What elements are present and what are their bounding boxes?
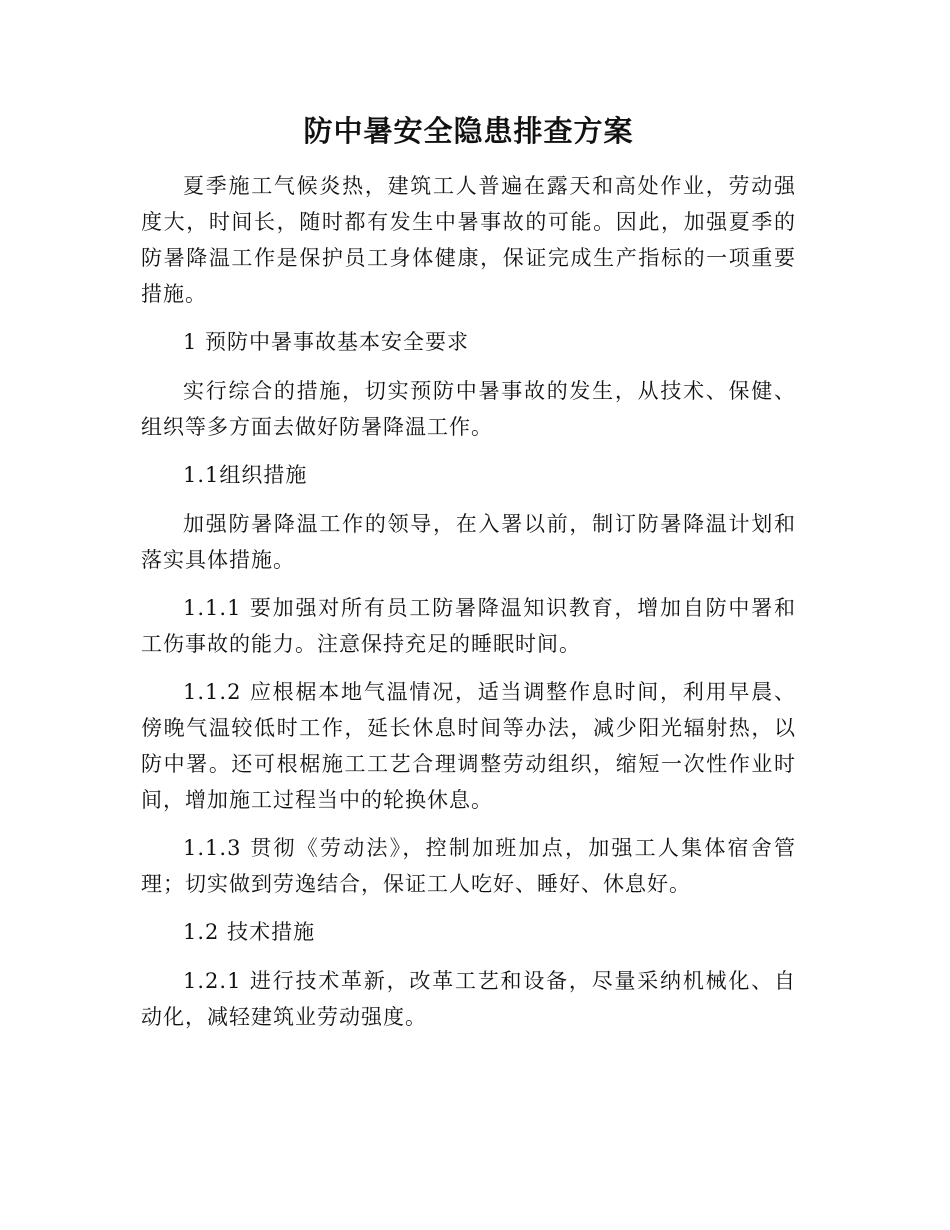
section-heading-1-1: 1.1组织措施 <box>183 463 308 487</box>
item-1-1-1: 1.1.1 要加强对所有员工防暑降温知识教育，增加自防中署和工伤事故的能力。注意保持充足的睡眠时间。 <box>141 596 796 656</box>
section-heading-1: 1 预防中暑事故基本安全要求 <box>183 330 470 354</box>
document-title: 防中暑安全隐患排查方案 <box>303 114 634 148</box>
item-1-1-3: 1.1.3 贯彻《劳动法》，控制加班加点，加强工人集体宿舍管理；切实做到劳逸结合，保证工人吃好、睡好、休息好。 <box>141 836 796 896</box>
intro-paragraph: 夏季施工气候炎热，建筑工人普遍在露天和高处作业，劳动强度大，时间长，随时都有发生中暑事故的可能。因此，加强夏季的防暑降温工作是保护员工身体健康，保证完成生产指标的一项重要措施。 <box>141 174 796 306</box>
section-heading-1-2: 1.2 技术措施 <box>183 920 316 944</box>
item-1-2-1: 1.2.1 进行技术革新，改革工艺和设备，尽量采纳机械化、自动化，减轻建筑业劳动强度。 <box>141 969 796 1029</box>
section-1-paragraph: 实行综合的措施，切实预防中暑事故的发生，从技术、保健、组织等多方面去做好防暑降温工作。 <box>141 379 796 439</box>
document-body <box>141 110 796 1047</box>
item-1-1-2: 1.1.2 应根椐本地气温情况，适当调整作息时间，利用早晨、傍晚气温较低时工作，延长休息时间等办法，减少阳光辐射热，以防中署。还可根椐施工工艺合理调整劳动组织，缩短一次性作业时间，增加施工过程当中的轮换休息。 <box>141 680 796 812</box>
section-1-1-paragraph: 加强防暑降温工作的领导，在入署以前，制订防暑降温计划和落实具体措施。 <box>141 512 796 572</box>
